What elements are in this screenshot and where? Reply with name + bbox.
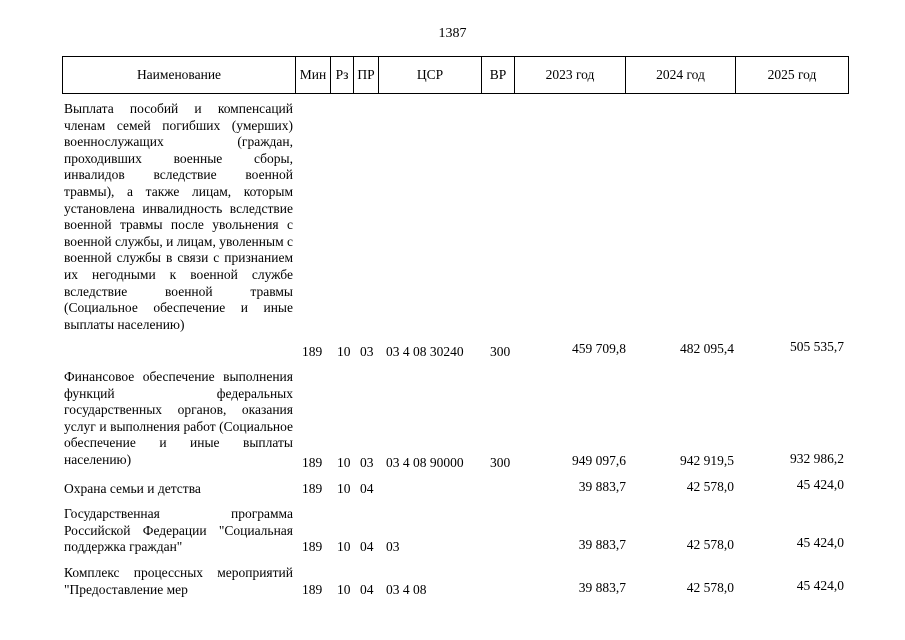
row-2024: 942 919,5 xyxy=(680,453,734,468)
header-2024: 2024 год xyxy=(626,57,736,94)
row-2025: 505 535,7 xyxy=(790,339,844,354)
row-min: 189 xyxy=(302,481,323,496)
row-pr: 04 xyxy=(360,582,374,597)
header-min: Мин xyxy=(296,57,331,94)
row-vr: 300 xyxy=(490,455,511,470)
table-header xyxy=(62,56,849,94)
header-rz: Рз xyxy=(331,57,354,94)
header-vr: ВР xyxy=(482,57,515,94)
row-min: 189 xyxy=(302,455,323,470)
row-name: Комплекс процессных мероприятий "Предоставление мер xyxy=(64,565,293,597)
row-2024: 42 578,0 xyxy=(686,479,734,494)
row-rz: 10 xyxy=(337,455,351,470)
row-2024: 42 578,0 xyxy=(686,537,734,552)
row-pr: 03 xyxy=(360,344,374,359)
row-rz: 10 xyxy=(337,344,351,359)
header-2023: 2023 год xyxy=(515,57,626,94)
row-name: Охрана семьи и детства xyxy=(64,481,201,496)
row-min: 189 xyxy=(302,344,323,359)
row-csr: 03 4 08 xyxy=(386,582,427,597)
row-2023: 39 883,7 xyxy=(578,537,626,552)
row-pr: 04 xyxy=(360,481,374,496)
header-csr: ЦСР xyxy=(379,57,482,94)
row-2023: 39 883,7 xyxy=(578,479,626,494)
row-csr: 03 xyxy=(386,539,400,554)
row-2025: 45 424,0 xyxy=(796,578,844,593)
row-rz: 10 xyxy=(337,582,351,597)
row-min: 189 xyxy=(302,539,323,554)
header-2025: 2025 год xyxy=(736,57,849,94)
row-2024: 482 095,4 xyxy=(680,341,734,356)
row-2025: 45 424,0 xyxy=(796,477,844,492)
row-pr: 03 xyxy=(360,455,374,470)
header-name: Наименование xyxy=(63,57,296,94)
row-name: Государственная программа Российской Федерации "Социальная поддержка граждан" xyxy=(64,506,293,555)
page-number: 1387 xyxy=(438,26,467,41)
row-2023: 949 097,6 xyxy=(572,453,626,468)
row-vr: 300 xyxy=(490,344,511,359)
row-2025: 932 986,2 xyxy=(790,451,844,466)
row-rz: 10 xyxy=(337,539,351,554)
row-min: 189 xyxy=(302,582,323,597)
row-2023: 39 883,7 xyxy=(578,580,626,595)
row-name: Выплата пособий и компенсаций членам семей погибших (умерших) военнослужащих (граждан, проходивших военные сборы, инвалидов вследствие военной травмы), а также лицам, которым установлена инвалидность вследствие военной травмы после увольнения с военной службы, и лицам, уволенным с военной службы в связи с признанием их негодными к военной службе вследствие военной травмы (Социальное обеспечение и иные выплаты населению) xyxy=(64,101,293,332)
row-2024: 42 578,0 xyxy=(686,580,734,595)
row-rz: 10 xyxy=(337,481,351,496)
header-pr: ПР xyxy=(354,57,379,94)
row-csr: 03 4 08 30240 xyxy=(386,344,464,359)
row-pr: 04 xyxy=(360,539,374,554)
row-name: Финансовое обеспечение выполнения функций федеральных государственных органов, оказания услуг и выполнения работ (Социальное обеспечение и иные выплаты населению) xyxy=(64,369,293,467)
row-2023: 459 709,8 xyxy=(572,341,626,356)
row-2025: 45 424,0 xyxy=(796,535,844,550)
row-csr: 03 4 08 90000 xyxy=(386,455,464,470)
